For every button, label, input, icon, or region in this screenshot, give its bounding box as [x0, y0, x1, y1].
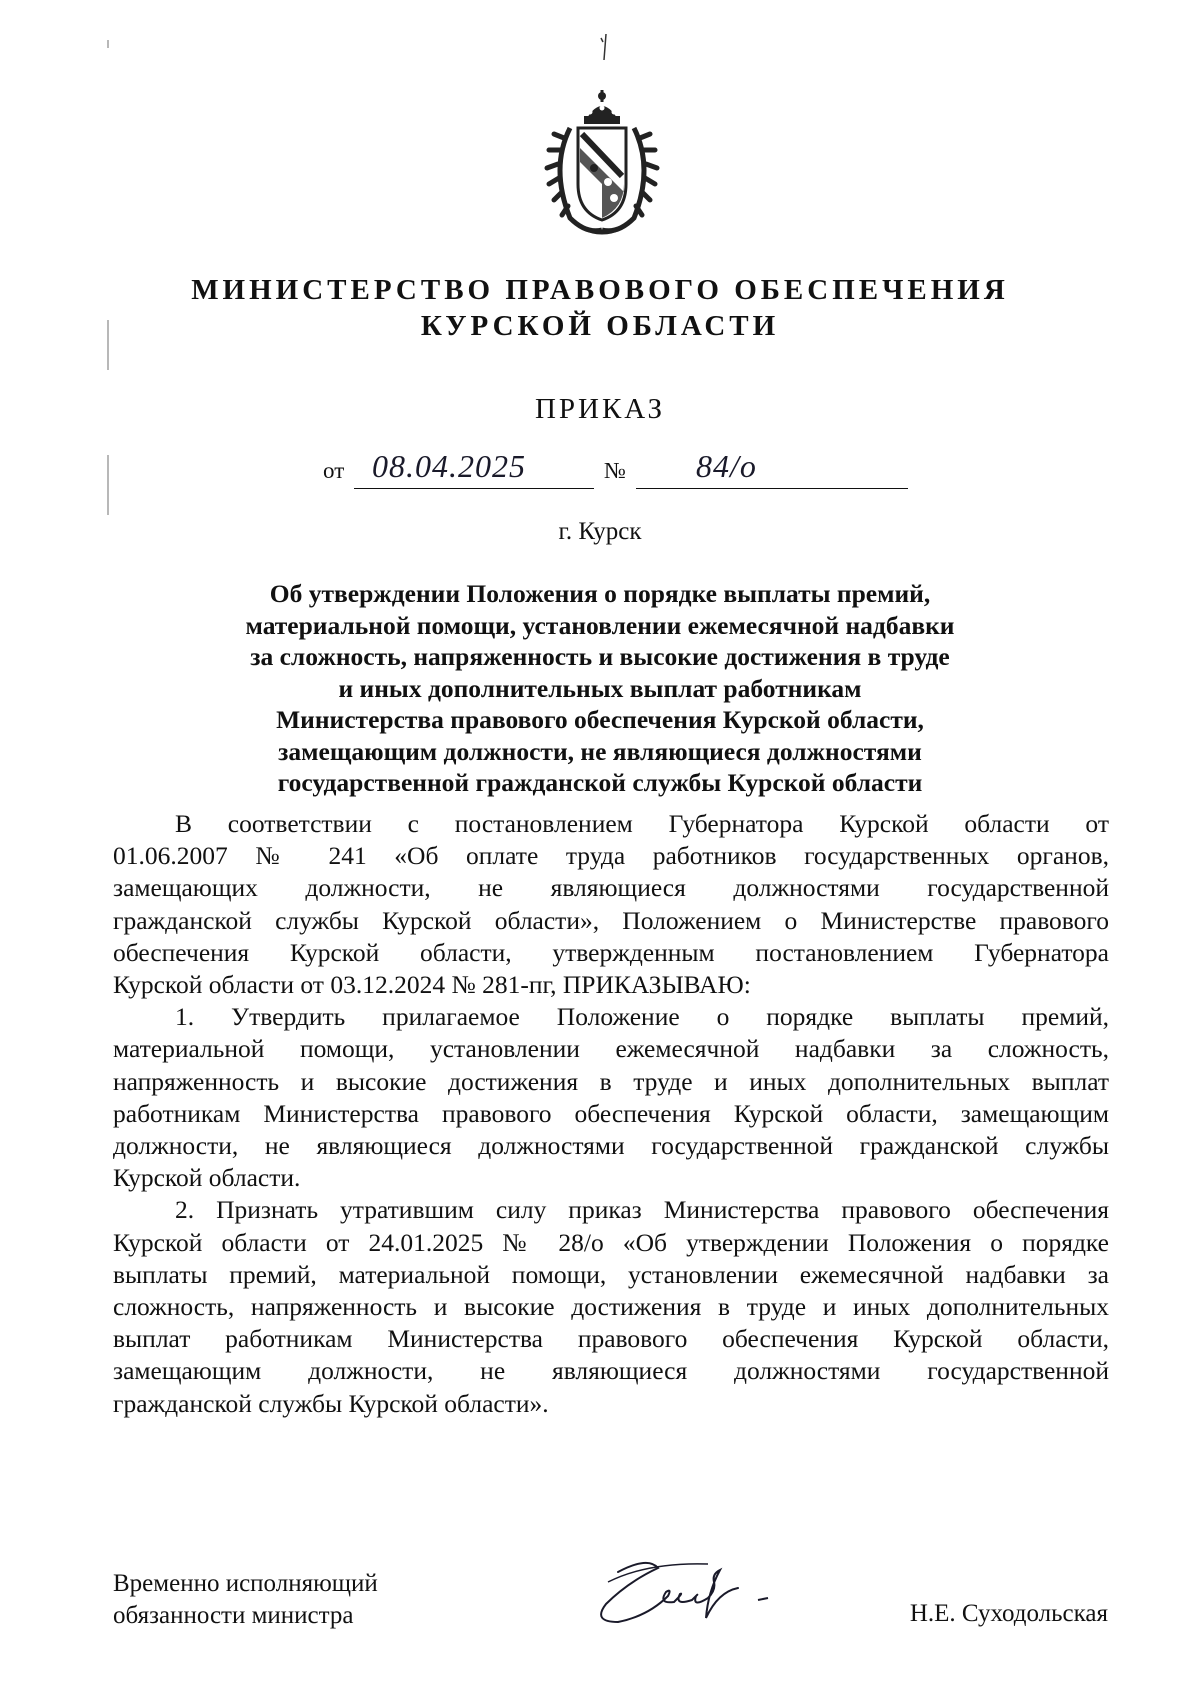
order-title: ПРИКАЗ [534, 393, 666, 425]
handwritten-signature [588, 1552, 788, 1632]
body-line: 01.06.2007 № 241 «Об оплате труда работников государственных органов, [113, 841, 1109, 871]
clause-1-line: напряженность и высокие достижения в труде и иных дополнительных выплат [113, 1066, 1109, 1096]
clause-1-line: должности, не являющиеся должностями государственной гражданской службы [113, 1131, 1109, 1161]
subject-line: материальной помощи, установлении ежемесячной надбавки [245, 610, 955, 640]
subject-line: государственной гражданской службы Курской области [277, 768, 923, 797]
city: г. Курск [558, 518, 642, 545]
ministry-name-line2: КУРСКОЙ ОБЛАСТИ [420, 310, 780, 342]
coat-of-arms-kursk-oblast-icon [542, 88, 662, 238]
clause-2-line: замещающим должности, не являющиеся должностями государственной [113, 1356, 1109, 1386]
clause-1-line: работникам Министерства правового обеспечения Курской области, замещающим [113, 1098, 1109, 1128]
signatory-name: Н.Е. Суходольская [909, 1600, 1108, 1627]
clause-2-line: выплаты премий, материальной помощи, установлении ежемесячной надбавки за [113, 1259, 1109, 1289]
body-line: замещающих должности, не являющиеся должностями государственной [113, 873, 1109, 903]
signatory-role-line2: обязанности министра [113, 1602, 354, 1629]
order-number-handwritten: 84/о [696, 448, 757, 484]
clause-2-line: гражданской службы Курской области». [113, 1388, 549, 1418]
date-prefix: от [323, 458, 345, 483]
body-line: обеспечения Курской области, утвержденным постановлением Губернатора [113, 937, 1109, 967]
clause-1-line: Курской области. [113, 1163, 301, 1193]
subject-line: за сложность, напряженность и высокие достижения в труде [250, 642, 950, 671]
signatory-role-line1: Временно исполняющий [113, 1570, 378, 1597]
subject-line: замещающим должности, не являющиеся должностями [278, 736, 922, 766]
subject-line: и иных дополнительных выплат работникам [338, 673, 862, 703]
ministry-name-line1: МИНИСТЕРСТВО ПРАВОВОГО ОБЕСПЕЧЕНИЯ [191, 274, 1009, 306]
order-subject [160, 578, 1040, 799]
number-prefix: № [604, 458, 626, 483]
clause-2-line: Курской области от 24.01.2025 № 28/о «Об утверждении Положения о порядке [113, 1227, 1109, 1257]
order-date-handwritten: 08.04.2025 [372, 448, 526, 484]
order-body [113, 808, 1109, 1420]
ministry-header [0, 272, 1200, 344]
signatory-role [113, 1568, 378, 1632]
subject-line: Министерства правового обеспечения Курской области, [276, 705, 924, 734]
clause-2-line: выплат работникам Министерства правового обеспечения Курской области, [113, 1324, 1109, 1354]
number-underline [636, 448, 908, 489]
clause-1-line: 1. Утвердить прилагаемое Положение о порядке выплаты премий, [175, 1002, 1109, 1032]
handwritten-tick-mark [598, 32, 612, 62]
body-line: В соответствии с постановлением Губернатора Курской области от [175, 809, 1109, 838]
scan-margin-mark [107, 40, 109, 48]
subject-line: Об утверждении Положения о порядке выплаты премий, [269, 579, 931, 608]
order-date-number-line [0, 448, 1200, 492]
clause-1-line: материальной помощи, установлении ежемесячной надбавки за сложность, [113, 1034, 1109, 1064]
body-line: гражданской службы Курской области», Положением о Министерстве правового [113, 905, 1109, 935]
clause-2-line: 2. Признать утратившим силу приказ Министерства правового обеспечения [175, 1195, 1109, 1225]
clause-2-line: сложность, напряженность и высокие достижения в труде и иных дополнительных [113, 1292, 1109, 1322]
body-line: Курской области от 03.12.2024 № 281-пг, ПРИКАЗЫВАЮ: [113, 970, 751, 1000]
